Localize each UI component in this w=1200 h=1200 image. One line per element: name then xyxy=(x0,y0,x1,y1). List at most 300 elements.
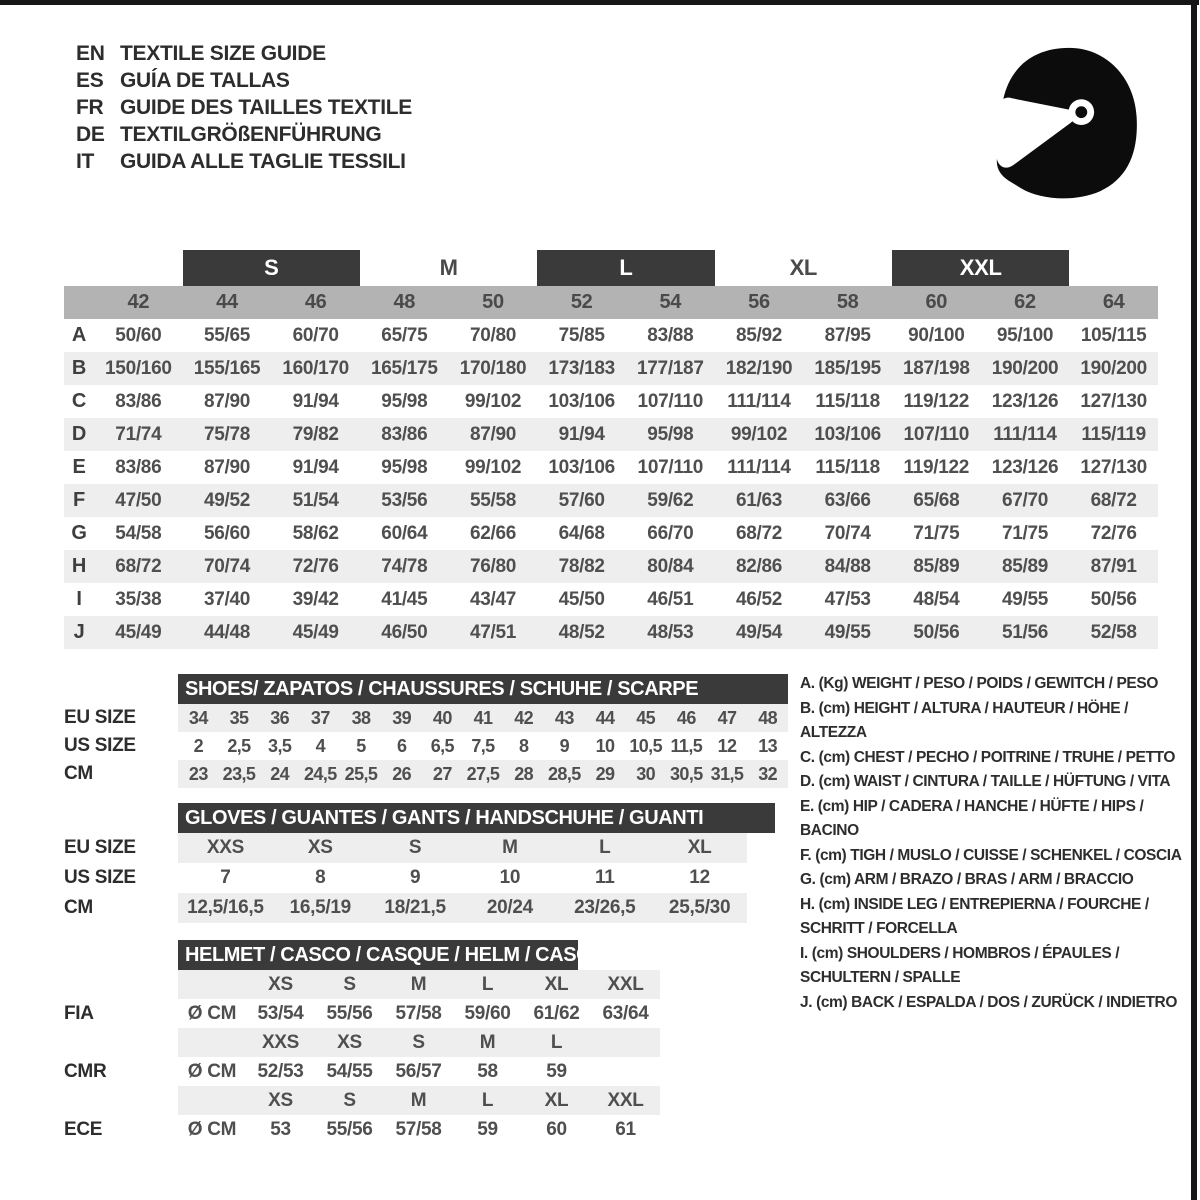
gloves-row xyxy=(64,863,788,893)
helmet-size-label: XS xyxy=(268,1090,293,1111)
measurement-value: 95/100 xyxy=(996,325,1054,346)
measurement-value: 83/88 xyxy=(647,325,694,346)
measurement-value: 190/200 xyxy=(1080,358,1147,379)
helmet-size-label: L xyxy=(481,1090,494,1111)
measurement-value: 119/122 xyxy=(903,457,970,478)
shoes-row xyxy=(64,760,788,788)
shoes-row-label: US SIZE xyxy=(64,735,136,756)
shoes-size-value: 7,5 xyxy=(471,736,495,756)
measurement-row-label: G xyxy=(71,522,87,544)
legend-unit: (cm) xyxy=(811,944,843,962)
gloves-row-label: US SIZE xyxy=(64,867,136,888)
shoes-size-value: 44 xyxy=(595,708,615,728)
helmet-size-value: 57/58 xyxy=(395,1119,442,1140)
measurement-value: 60/70 xyxy=(292,325,339,346)
measurement-row xyxy=(64,583,1158,616)
shoes-size-value: 36 xyxy=(270,708,290,728)
measurement-value: 50/60 xyxy=(115,325,162,346)
gloves-size-value: 20/24 xyxy=(486,897,533,918)
shoes-size-value: 11,5 xyxy=(670,736,703,756)
legend-key: C. xyxy=(800,748,815,766)
size-s-cell: S xyxy=(183,250,360,286)
numeric-size-label: 44 xyxy=(216,291,238,313)
legend-item-line xyxy=(800,942,1190,967)
helmet-size-value: 53 xyxy=(270,1119,291,1140)
helmet-size-value: 54/55 xyxy=(326,1061,373,1082)
legend-text: WAIST / CINTURA / TAILLE / HÜFTUNG / VITA xyxy=(853,773,1171,790)
legend-key: G. xyxy=(800,871,816,888)
measurement-value: 99/102 xyxy=(730,424,788,445)
measurement-value: 71/75 xyxy=(913,523,960,544)
gloves-size-value: XS xyxy=(307,837,333,858)
helmet-size-label: L xyxy=(550,1032,563,1053)
legend-text: HEIGHT / ALTURA / HAUTEUR / HÖHE / ALTEZZA xyxy=(800,699,1128,741)
shoes-size-value: 23,5 xyxy=(222,764,256,784)
numeric-size-label: 58 xyxy=(836,291,859,313)
helmet-size-table xyxy=(64,940,788,1144)
measurement-value: 99/102 xyxy=(464,457,522,478)
legend-key: F. xyxy=(800,846,812,864)
gloves-size-value: 16,5/19 xyxy=(289,897,351,918)
measurement-row-values xyxy=(94,352,1158,385)
measurement-value: 82/86 xyxy=(735,556,783,577)
legend-item-continuation: SCHRITT / FORCELLA xyxy=(800,920,958,937)
legend-unit: (cm) xyxy=(819,871,851,888)
numeric-size-label: 62 xyxy=(1014,291,1036,313)
helmet-standard-block xyxy=(64,970,788,1028)
helmet-size-value: 55/56 xyxy=(326,1119,373,1140)
measurement-value: 35/38 xyxy=(115,589,162,610)
measurement-row-label: D xyxy=(71,423,87,445)
shoes-rows xyxy=(64,704,788,788)
shoes-size-value: 13 xyxy=(758,736,778,756)
legend-unit: (cm) xyxy=(818,773,850,790)
helmet-size-value: 59 xyxy=(477,1119,498,1140)
legend-unit: (cm) xyxy=(817,797,849,815)
language-title: TEXTILGRÖßENFÜHRUNG xyxy=(120,123,382,146)
shoes-row xyxy=(64,704,788,732)
helmet-standard-row xyxy=(64,999,788,1028)
measurement-value: 85/89 xyxy=(1001,556,1049,577)
measurement-value: 91/94 xyxy=(558,424,605,445)
shoes-row-values xyxy=(178,760,788,788)
measurement-value: 87/91 xyxy=(1090,556,1137,577)
helmet-size-value: 59/60 xyxy=(464,1003,511,1024)
language-code: FR xyxy=(76,96,104,119)
shoes-row-values xyxy=(178,704,788,732)
shoes-size-value: 34 xyxy=(188,708,208,728)
measurement-value: 87/90 xyxy=(203,457,251,478)
measurement-value: 49/55 xyxy=(824,622,871,643)
measurement-value: 65/75 xyxy=(381,325,428,346)
legend-item-line xyxy=(800,697,1190,746)
legend-item-line xyxy=(800,770,1190,795)
measurement-value: 107/110 xyxy=(637,457,704,478)
measurement-value: 49/52 xyxy=(203,490,251,511)
measurement-value: 87/90 xyxy=(469,424,517,445)
numeric-size-label: 60 xyxy=(925,291,948,313)
helmet-table-title-bar: HELMET / CASCO / CASQUE / HELM / CASCO xyxy=(178,940,578,970)
measurement-row-label: I xyxy=(76,588,82,610)
measurement-value: 74/78 xyxy=(381,556,428,577)
measurement-value: 53/56 xyxy=(381,490,428,511)
measurement-row xyxy=(64,451,1158,484)
measurement-value: 66/70 xyxy=(647,523,694,544)
shoes-size-value: 43 xyxy=(554,708,574,728)
legend-text: CHEST / PECHO / POITRINE / TRUHE / PETTO xyxy=(853,748,1175,766)
measurement-value: 91/94 xyxy=(292,391,339,412)
helmet-value-band xyxy=(178,999,660,1028)
measurement-value: 85/89 xyxy=(913,556,960,577)
gloves-size-value: 12 xyxy=(689,867,710,888)
helmet-size-header-spacer xyxy=(64,970,178,999)
legend-item-line xyxy=(800,844,1190,869)
gloves-rows xyxy=(64,833,788,923)
shoes-size-value: 3,5 xyxy=(268,736,292,756)
measurement-value: 45/49 xyxy=(115,622,162,643)
measurement-value: 47/53 xyxy=(824,589,871,610)
measurement-value: 64/68 xyxy=(558,523,605,544)
measurement-value: 78/82 xyxy=(558,556,605,577)
measurement-value: 49/55 xyxy=(1001,589,1049,610)
helmet-unit-spacer xyxy=(178,1028,246,1057)
measurement-value: 61/63 xyxy=(735,490,783,511)
legend-key: B. xyxy=(800,699,815,717)
shoes-size-value: 4 xyxy=(315,736,326,756)
measurement-row-values xyxy=(94,616,1158,649)
gloves-row-values xyxy=(178,833,747,863)
measurement-row-values xyxy=(94,385,1158,418)
gloves-size-value: S xyxy=(408,837,422,858)
helmet-standard-values xyxy=(246,999,660,1028)
shoes-size-value: 30 xyxy=(636,764,656,784)
measurement-value: 87/95 xyxy=(824,325,871,346)
measurement-value: 75/85 xyxy=(558,325,605,346)
helmet-unit-label: Ø CM xyxy=(187,1061,237,1082)
page-border-right xyxy=(1191,0,1197,1200)
shoes-size-value: 28 xyxy=(514,764,534,784)
helmet-unit-label: Ø CM xyxy=(187,1119,237,1140)
measurement-row-values xyxy=(94,550,1158,583)
gloves-size-value: L xyxy=(599,837,611,858)
measurement-value: 127/130 xyxy=(1080,457,1147,478)
measurement-value: 47/51 xyxy=(469,622,517,643)
measurement-value: 123/126 xyxy=(991,391,1059,412)
gloves-size-value: 18/21,5 xyxy=(384,897,446,918)
helmet-standard-row xyxy=(64,1057,788,1086)
legend-item-continuation: SCHULTERN / SPALLE xyxy=(800,969,961,986)
gloves-size-value: XXS xyxy=(206,837,244,858)
measurement-value: 90/100 xyxy=(908,325,965,346)
numeric-size-label: 46 xyxy=(304,291,327,313)
measurement-value: 43/47 xyxy=(469,589,517,610)
gloves-size-value: 10 xyxy=(499,867,521,888)
helmet-standard-block xyxy=(64,1028,788,1086)
helmet-size-value: 56/57 xyxy=(395,1061,442,1082)
shoes-size-value: 5 xyxy=(356,736,366,756)
legend-unit: (cm) xyxy=(818,748,850,766)
measurement-value: 39/42 xyxy=(292,589,339,610)
gloves-size-value: 9 xyxy=(409,867,421,888)
measurement-value: 95/98 xyxy=(647,424,694,445)
racing-helmet-icon xyxy=(982,40,1147,208)
gloves-size-value: 23/26,5 xyxy=(574,897,636,918)
helmet-size-value: 59 xyxy=(546,1061,567,1082)
measurement-value: 160/170 xyxy=(282,358,349,379)
gloves-row xyxy=(64,833,788,863)
measurement-value: 71/74 xyxy=(115,424,162,445)
shoes-size-value: 2,5 xyxy=(227,736,251,756)
measurement-value: 65/68 xyxy=(913,490,960,511)
measurement-row-values xyxy=(94,484,1158,517)
legend-text: SHOULDERS / HOMBROS / ÉPAULES / xyxy=(846,944,1120,962)
legend-item xyxy=(800,942,1190,991)
measurement-value: 37/40 xyxy=(203,589,251,610)
measurement-row-values xyxy=(94,319,1158,352)
measurement-value: 91/94 xyxy=(292,457,339,478)
numeric-size-label: 54 xyxy=(659,291,682,313)
legend-text: INSIDE LEG / ENTREPIERNA / FOURCHE / xyxy=(853,895,1149,913)
language-title: GUIDE DES TAILLES TEXTILE xyxy=(120,96,412,119)
legend-key: H. xyxy=(800,895,815,913)
gloves-size-value: M xyxy=(502,837,518,858)
measurement-value: 44/48 xyxy=(203,622,251,643)
shoes-size-value: 25,5 xyxy=(344,764,378,784)
language-code: EN xyxy=(76,42,105,65)
measurement-value: 75/78 xyxy=(203,424,251,445)
legend-unit: (cm) xyxy=(815,846,847,864)
helmet-size-value: 63/64 xyxy=(602,1003,649,1024)
helmet-standard-values xyxy=(246,1057,660,1086)
shoes-table-title-bar: SHOES/ ZAPATOS / CHAUSSURES / SCHUHE / SCARPE xyxy=(178,674,788,704)
helmet-size-label: M xyxy=(479,1032,496,1053)
shoes-size-table xyxy=(64,674,788,788)
helmet-size-label: S xyxy=(412,1032,425,1053)
helmet-value-band xyxy=(178,1115,660,1144)
helmet-size-label: M xyxy=(410,974,427,995)
shoes-size-value: 10 xyxy=(595,736,615,756)
measurement-value: 84/88 xyxy=(824,556,871,577)
measurement-value: 46/50 xyxy=(381,622,428,643)
measurement-value: 68/72 xyxy=(115,556,162,577)
helmet-size-value: 61/62 xyxy=(533,1003,580,1024)
shoes-size-value: 46 xyxy=(676,708,696,728)
measurement-value: 46/52 xyxy=(735,589,783,610)
measurement-value: 51/56 xyxy=(1001,622,1049,643)
numeric-size-label: 64 xyxy=(1102,291,1125,313)
size-xxl-cell: XXL xyxy=(892,250,1069,286)
measurement-value: 115/118 xyxy=(815,391,880,412)
shoes-size-value: 42 xyxy=(514,708,534,728)
measurement-value: 41/45 xyxy=(381,589,428,610)
language-row xyxy=(76,40,412,67)
measurement-row-label: C xyxy=(71,390,87,412)
shoes-size-value: 37 xyxy=(310,708,330,728)
legend-item xyxy=(800,770,1190,795)
legend-text: BACK / ESPALDA / DOS / ZURÜCK / INDIETRO xyxy=(851,993,1177,1011)
helmet-size-header-row xyxy=(64,1086,788,1115)
measurement-value: 45/49 xyxy=(292,622,339,643)
numeric-size-label: 56 xyxy=(748,291,770,313)
shoes-row-label: EU SIZE xyxy=(64,707,136,728)
measurement-value: 127/130 xyxy=(1080,391,1147,412)
measurement-value: 70/74 xyxy=(824,523,871,544)
measurement-value: 87/90 xyxy=(203,391,251,412)
legend-item-line xyxy=(800,868,1190,893)
measurement-value: 50/56 xyxy=(1090,589,1137,610)
measurement-value: 105/115 xyxy=(1080,325,1147,346)
helmet-size-labels xyxy=(246,1028,660,1057)
measurement-value: 58/62 xyxy=(292,523,339,544)
shoes-size-value: 47 xyxy=(717,708,737,728)
helmet-size-header-row xyxy=(64,1028,788,1057)
helmet-size-label: XXS xyxy=(261,1032,300,1053)
shoes-size-value: 12 xyxy=(717,736,737,756)
measurement-row xyxy=(64,550,1158,583)
measurement-value: 99/102 xyxy=(464,391,522,412)
textile-size-table xyxy=(64,250,1158,649)
measurement-value: 51/54 xyxy=(292,490,339,511)
measurement-value: 80/84 xyxy=(647,556,694,577)
measurement-row xyxy=(64,517,1158,550)
shoes-size-value: 29 xyxy=(595,764,615,784)
helmet-size-value: 52/53 xyxy=(257,1061,304,1082)
helmet-unit-label: Ø CM xyxy=(187,1003,237,1024)
measurement-row-values xyxy=(94,583,1158,616)
language-title: TEXTILE SIZE GUIDE xyxy=(120,42,326,65)
helmet-size-labels xyxy=(246,1086,660,1115)
measurement-value: 170/180 xyxy=(459,358,527,379)
language-code: IT xyxy=(76,150,95,173)
helmet-size-band xyxy=(178,970,660,999)
helmet-size-label: XXL xyxy=(607,974,644,995)
measurement-value: 182/190 xyxy=(725,358,793,379)
legend-text: WEIGHT / PESO / POIDS / GEWITCH / PESO xyxy=(851,675,1158,692)
measurement-value: 60/64 xyxy=(381,523,428,544)
measurement-value: 111/114 xyxy=(727,391,791,412)
measurement-value: 59/62 xyxy=(647,490,694,511)
legend-item-line xyxy=(800,672,1190,697)
language-row xyxy=(76,67,412,94)
gloves-size-table xyxy=(64,803,788,923)
measurement-value: 50/56 xyxy=(913,622,960,643)
gloves-row-label: CM xyxy=(64,897,93,918)
legend-item xyxy=(800,795,1190,844)
gloves-row-values xyxy=(178,893,747,923)
shoes-size-value: 31,5 xyxy=(710,764,744,784)
measurement-value: 115/118 xyxy=(815,457,880,478)
helmet-size-label: S xyxy=(343,1090,356,1111)
legend-unit: (cm) xyxy=(816,993,848,1011)
helmet-size-band xyxy=(178,1028,660,1057)
measurement-row xyxy=(64,352,1158,385)
legend-key: A. xyxy=(800,675,815,692)
measurement-value: 165/175 xyxy=(371,358,438,379)
language-row xyxy=(76,148,412,175)
helmet-size-labels xyxy=(246,970,660,999)
legend-item-line xyxy=(800,795,1190,844)
measurement-value: 70/74 xyxy=(203,556,251,577)
page-border-top xyxy=(0,0,1199,5)
shoes-size-value: 40 xyxy=(432,708,452,728)
measurement-value: 62/66 xyxy=(469,523,517,544)
letter-row-spacer xyxy=(64,250,94,286)
measurement-row-label: J xyxy=(73,621,85,643)
legend-item xyxy=(800,893,1190,942)
shoes-size-value: 2 xyxy=(193,736,204,756)
helmet-size-label: S xyxy=(343,974,356,995)
measurement-value: 71/75 xyxy=(1001,523,1049,544)
shoes-size-value: 30,5 xyxy=(670,764,703,784)
measurement-row xyxy=(64,319,1158,352)
numeric-size-label: 50 xyxy=(482,291,504,313)
language-title: GUIDA ALLE TAGLIE TESSILI xyxy=(120,150,406,173)
helmet-size-value: 61 xyxy=(615,1119,636,1140)
language-row xyxy=(76,94,412,121)
shoes-size-value: 10,5 xyxy=(629,736,662,756)
helmet-size-header-spacer xyxy=(64,1086,178,1115)
measurement-value: 107/110 xyxy=(903,424,970,445)
measurement-value: 119/122 xyxy=(903,391,970,412)
helmet-size-label: XS xyxy=(268,974,293,995)
measurement-value: 103/106 xyxy=(548,457,615,478)
shoes-size-value: 24,5 xyxy=(304,764,337,784)
shoes-size-value: 27 xyxy=(432,764,452,784)
gloves-size-value: 8 xyxy=(315,867,326,888)
gloves-row-values xyxy=(178,863,747,893)
measurement-row-label: H xyxy=(71,555,87,577)
measurement-value: 45/50 xyxy=(558,589,605,610)
letter-size-header-row xyxy=(64,250,1158,286)
measurement-value: 55/58 xyxy=(469,490,517,511)
shoes-size-value: 27,5 xyxy=(466,764,500,784)
helmet-standard-label: FIA xyxy=(64,1003,94,1024)
measurement-value: 83/86 xyxy=(381,424,428,445)
legend-key: J. xyxy=(800,993,813,1011)
measurement-row-label: B xyxy=(71,357,87,379)
measurement-value: 48/54 xyxy=(913,589,960,610)
measurement-value: 46/51 xyxy=(647,589,694,610)
gloves-table-title-bar: GLOVES / GUANTES / GANTS / HANDSCHUHE / GUANTI xyxy=(178,803,775,833)
shoes-row-values xyxy=(178,732,788,760)
shoes-size-value: 38 xyxy=(351,708,371,728)
measurement-value: 190/200 xyxy=(991,358,1059,379)
helmet-standards xyxy=(64,970,788,1144)
helmet-unit-spacer xyxy=(178,1086,246,1115)
legend-text: ARM / BRAZO / BRAS / ARM / BRACCIO xyxy=(853,871,1134,888)
measurement-value: 48/53 xyxy=(647,622,694,643)
measurement-value: 185/195 xyxy=(814,358,881,379)
helmet-size-value: 53/54 xyxy=(257,1003,304,1024)
helmet-size-label: L xyxy=(481,974,494,995)
helmet-size-band xyxy=(178,1086,660,1115)
gloves-row xyxy=(64,893,788,923)
shoes-row xyxy=(64,732,788,760)
measurement-value: 79/82 xyxy=(292,424,339,445)
helmet-unit-spacer xyxy=(178,970,246,999)
measurement-value: 48/52 xyxy=(558,622,605,643)
legend-key: E. xyxy=(800,797,814,815)
legend-item-line xyxy=(800,893,1190,918)
measurement-value: 115/119 xyxy=(1081,424,1146,445)
helmet-size-label: XL xyxy=(544,1090,569,1111)
measurement-value: 63/66 xyxy=(824,490,871,511)
gloves-size-value: 11 xyxy=(594,867,615,888)
legend-unit: (cm) xyxy=(818,895,850,913)
size-m-cell: M xyxy=(439,255,458,280)
shoes-size-value: 28,5 xyxy=(548,764,581,784)
shoes-size-value: 26 xyxy=(392,764,412,784)
